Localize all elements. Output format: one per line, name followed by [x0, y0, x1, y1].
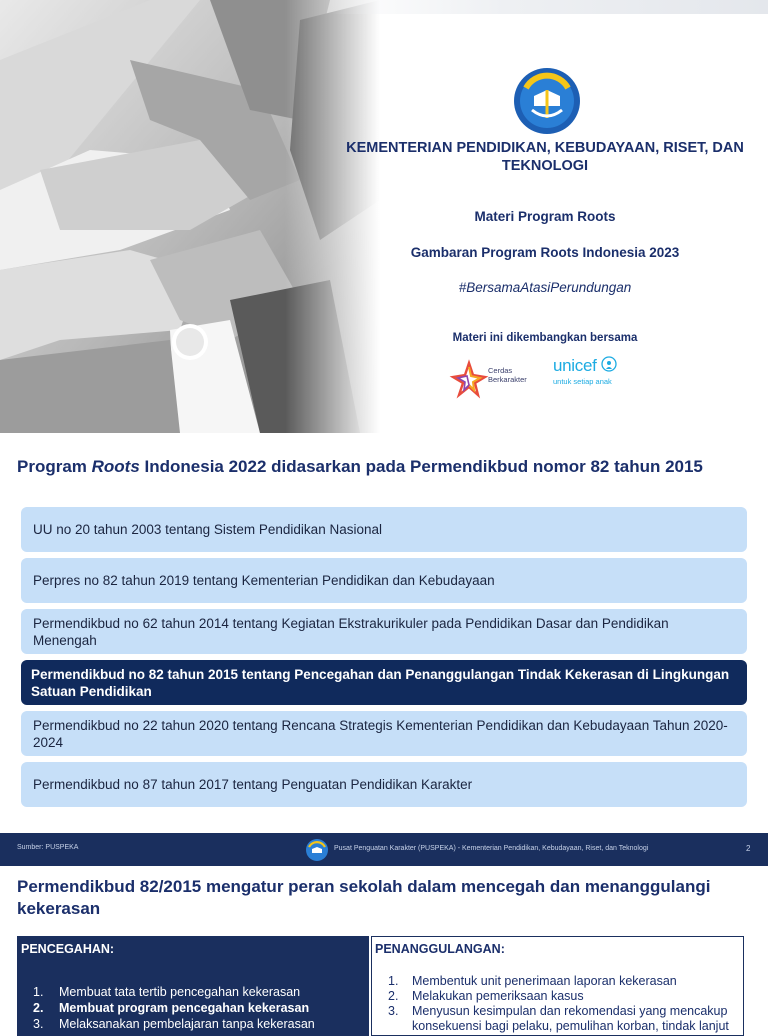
- cerdas-berkarakter-text: Cerdas Berkarakter: [488, 366, 527, 384]
- cover-slide: [0, 0, 768, 433]
- material-title: Materi Program Roots: [474, 209, 616, 224]
- response-list: [372, 956, 743, 1034]
- top-decor-bar: [330, 0, 768, 14]
- list-item: [33, 984, 369, 1000]
- prevention-list: [17, 956, 369, 1032]
- slide-footer: [0, 833, 768, 866]
- prevention-heading: PENCEGAHAN:: [21, 942, 115, 956]
- item-number: 2.: [33, 1001, 44, 1015]
- item-text: Membuat program pencegahan kekerasan: [59, 1001, 310, 1015]
- regulation-item: UU no 20 tahun 2003 tentang Sistem Pendidikan Nasional: [21, 507, 747, 552]
- regulation-item-highlighted: Permendikbud no 82 tahun 2015 tentang Pencegahan dan Penanggulangan Tindak Kekerasan di Lingkungan Satuan Pendidikan: [21, 660, 747, 705]
- list-item: [33, 1000, 369, 1016]
- unicef-globe-icon: [601, 356, 617, 372]
- title-italic: Roots: [91, 457, 140, 476]
- hashtag: #BersamaAtasiPerundungan: [458, 280, 632, 295]
- tut-wuri-handayani-icon: [512, 66, 582, 136]
- regulation-list: [21, 507, 747, 813]
- footer-source: Sumber: PUSPEKA: [17, 844, 79, 851]
- unicef-wordmark: unicef: [553, 356, 597, 375]
- slide2-title: [17, 457, 757, 477]
- item-text: Membuat tata tertib pencegahan kekerasan: [59, 985, 301, 999]
- title-post: Indonesia 2022 didasarkan pada Permendikbud nomor 82 tahun 2015: [139, 457, 703, 476]
- title-pre: Program: [17, 457, 92, 476]
- list-item: [388, 974, 737, 989]
- overview-title: Gambaran Program Roots Indonesia 2023: [410, 245, 680, 260]
- page-number: 2: [746, 844, 751, 853]
- ministry-title: KEMENTERIAN PENDIDIKAN, KEBUDAYAAN, RISET, DAN TEKNOLOGI: [346, 140, 744, 174]
- slide3-title: Permendikbud 82/2015 mengatur peran sekolah dalam mencegah dan menanggulangi kekerasan: [17, 877, 711, 918]
- list-item: [33, 1016, 369, 1032]
- item-text: Menyusun kesimpulan dan rekomendasi yang mencakup konsekuensi bagi pelaku, pemulihan korban, tindak lanjut: [412, 1004, 729, 1033]
- list-item: [388, 989, 737, 1004]
- item-text: Membentuk unit penerimaan laporan kekerasan: [412, 974, 677, 988]
- footer-organization: Pusat Penguatan Karakter (PUSPEKA) - Kementerian Pendidikan, Kebudayaan, Riset, dan Teknologi: [334, 845, 649, 852]
- stacked-hands-photo: [0, 0, 380, 433]
- unicef-tagline: untuk setiap anak: [553, 377, 612, 386]
- regulation-item: Permendikbud no 22 tahun 2020 tentang Rencana Strategis Kementerian Pendidikan dan Kebudayaan Tahun 2020-2024: [21, 711, 747, 756]
- regulation-item: Permendikbud no 62 tahun 2014 tentang Kegiatan Ekstrakurikuler pada Pendidikan Dasar dan Pendidikan Menengah: [21, 609, 747, 654]
- prevention-box: [17, 936, 369, 1036]
- item-number: 1.: [33, 985, 44, 999]
- developed-with-label: Materi ini dikembangkan bersama: [452, 332, 638, 344]
- response-box: [371, 936, 744, 1036]
- item-text: Melakukan pemeriksaan kasus: [412, 989, 584, 1003]
- item-number: 2.: [388, 989, 399, 1003]
- regulation-item: Permendikbud no 87 tahun 2017 tentang Penguatan Pendidikan Karakter: [21, 762, 747, 807]
- item-number: 1.: [388, 974, 399, 988]
- regulation-item: Perpres no 82 tahun 2019 tentang Kementerian Pendidikan dan Kebudayaan: [21, 558, 747, 603]
- school-role-slide: [0, 866, 768, 1033]
- list-item: [388, 1004, 737, 1034]
- item-text: Melaksanakan pembelajaran tanpa kekerasan: [59, 1017, 315, 1031]
- legal-basis-slide: [0, 433, 768, 866]
- unicef-logo: [553, 356, 617, 386]
- tut-wuri-handayani-icon: [305, 838, 329, 862]
- item-number: 3.: [33, 1017, 44, 1031]
- response-heading: PENANGGULANGAN:: [375, 942, 505, 956]
- item-number: 3.: [388, 1004, 399, 1018]
